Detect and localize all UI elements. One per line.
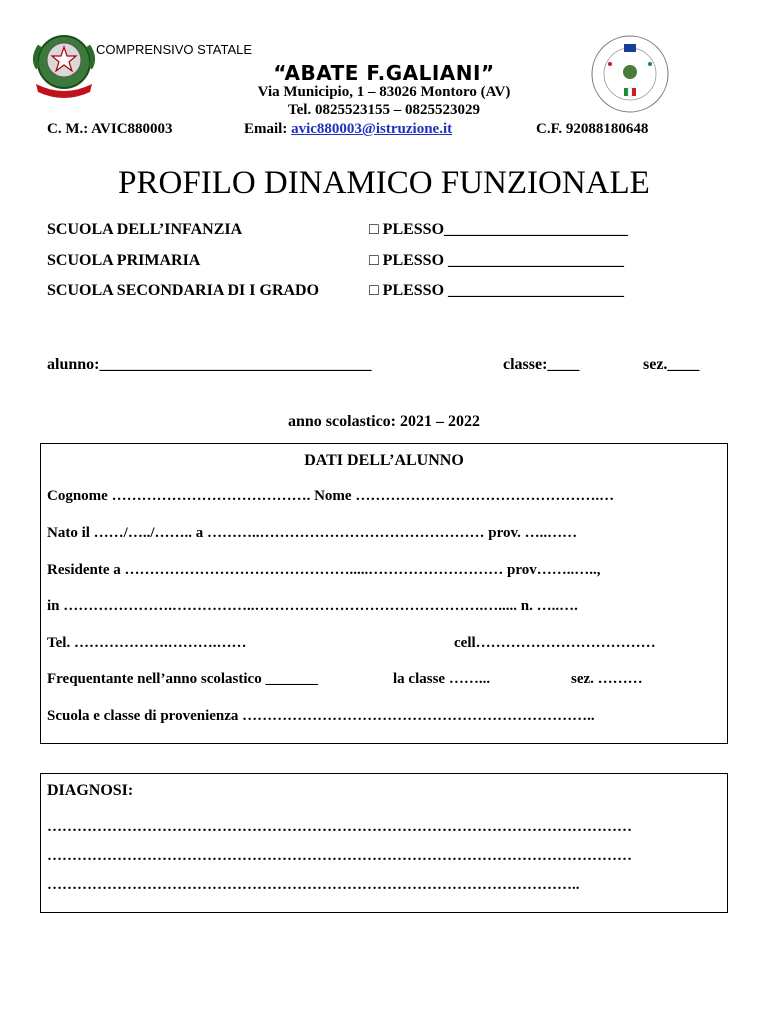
diagnosi-box xyxy=(40,773,728,913)
school-label-primaria: SCUOLA PRIMARIA xyxy=(47,252,201,269)
diagnosi-line[interactable]: …………………………………………………………………………………………….. xyxy=(47,877,580,893)
school-seal-logo xyxy=(590,34,670,114)
diagnosi-title: DIAGNOSI: xyxy=(47,782,134,799)
classe-field[interactable]: classe:____ xyxy=(503,356,580,373)
school-label-secondaria: SCUOLA SECONDARIA DI I GRADO xyxy=(47,282,320,299)
la-classe-field[interactable]: la classe ……... xyxy=(393,671,491,687)
school-type: COMPRENSIVO STATALE xyxy=(96,42,253,57)
email-link[interactable]: avic880003@istruzione.it xyxy=(291,121,453,137)
diagnosi-line[interactable]: ……………………………………………………………………………………………………… xyxy=(47,819,632,835)
cognome-nome-field[interactable]: Cognome …………………………………. Nome ………………………………………….… xyxy=(47,488,615,504)
plesso-field-secondaria[interactable]: □ PLESSO ______________________ xyxy=(369,282,625,299)
nato-field[interactable]: Nato il ……/…../…….. a ………..……………………………………… prov. …..…… xyxy=(47,525,578,541)
page-title: PROFILO DINAMICO FUNZIONALE xyxy=(118,165,650,201)
cell-field[interactable]: cell……………………………… xyxy=(454,635,656,651)
school-name: “ABATE F.GALIANI” xyxy=(273,61,495,85)
school-label-infanzia: SCUOLA DELL’INFANZIA xyxy=(47,221,243,238)
anno-scolastico: anno scolastico: 2021 – 2022 xyxy=(288,413,480,430)
frequentante-field[interactable]: Frequentante nell’anno scolastico _______ xyxy=(47,671,318,687)
school-cf: C.F. 92088180648 xyxy=(536,121,649,137)
dati-alunno-title: DATI DELL’ALUNNO xyxy=(304,452,464,469)
plesso-field-primaria[interactable]: □ PLESSO ______________________ xyxy=(369,252,625,269)
residente-field[interactable]: Residente a ……………………………………….....……………………… prov……..….., xyxy=(47,562,601,578)
diagnosi-line[interactable]: ……………………………………………………………………………………………………… xyxy=(47,848,632,864)
indirizzo-field[interactable]: in ………………….……………..……………………………………….…..... n. …..…. xyxy=(47,598,578,614)
email-label: Email: avic880003@istruzione.it xyxy=(244,121,453,137)
school-cm: C. M.: AVIC880003 xyxy=(47,121,173,137)
school-address: Via Municipio, 1 – 83026 Montoro (AV) xyxy=(257,84,511,100)
sez-dati-field[interactable]: sez. ……… xyxy=(571,671,643,687)
provenienza-field[interactable]: Scuola e classe di provenienza …………………………………………………………….. xyxy=(47,708,595,724)
sez-field[interactable]: sez.____ xyxy=(643,356,700,373)
school-tel: Tel. 0825523155 – 0825523029 xyxy=(288,102,480,118)
plesso-field-infanzia[interactable]: □ PLESSO_______________________ xyxy=(369,221,629,238)
alunno-field[interactable]: alunno:__________________________________ xyxy=(47,356,372,373)
dati-alunno-box xyxy=(40,443,728,744)
tel-field[interactable]: Tel. ……………….……….…… xyxy=(47,635,247,651)
